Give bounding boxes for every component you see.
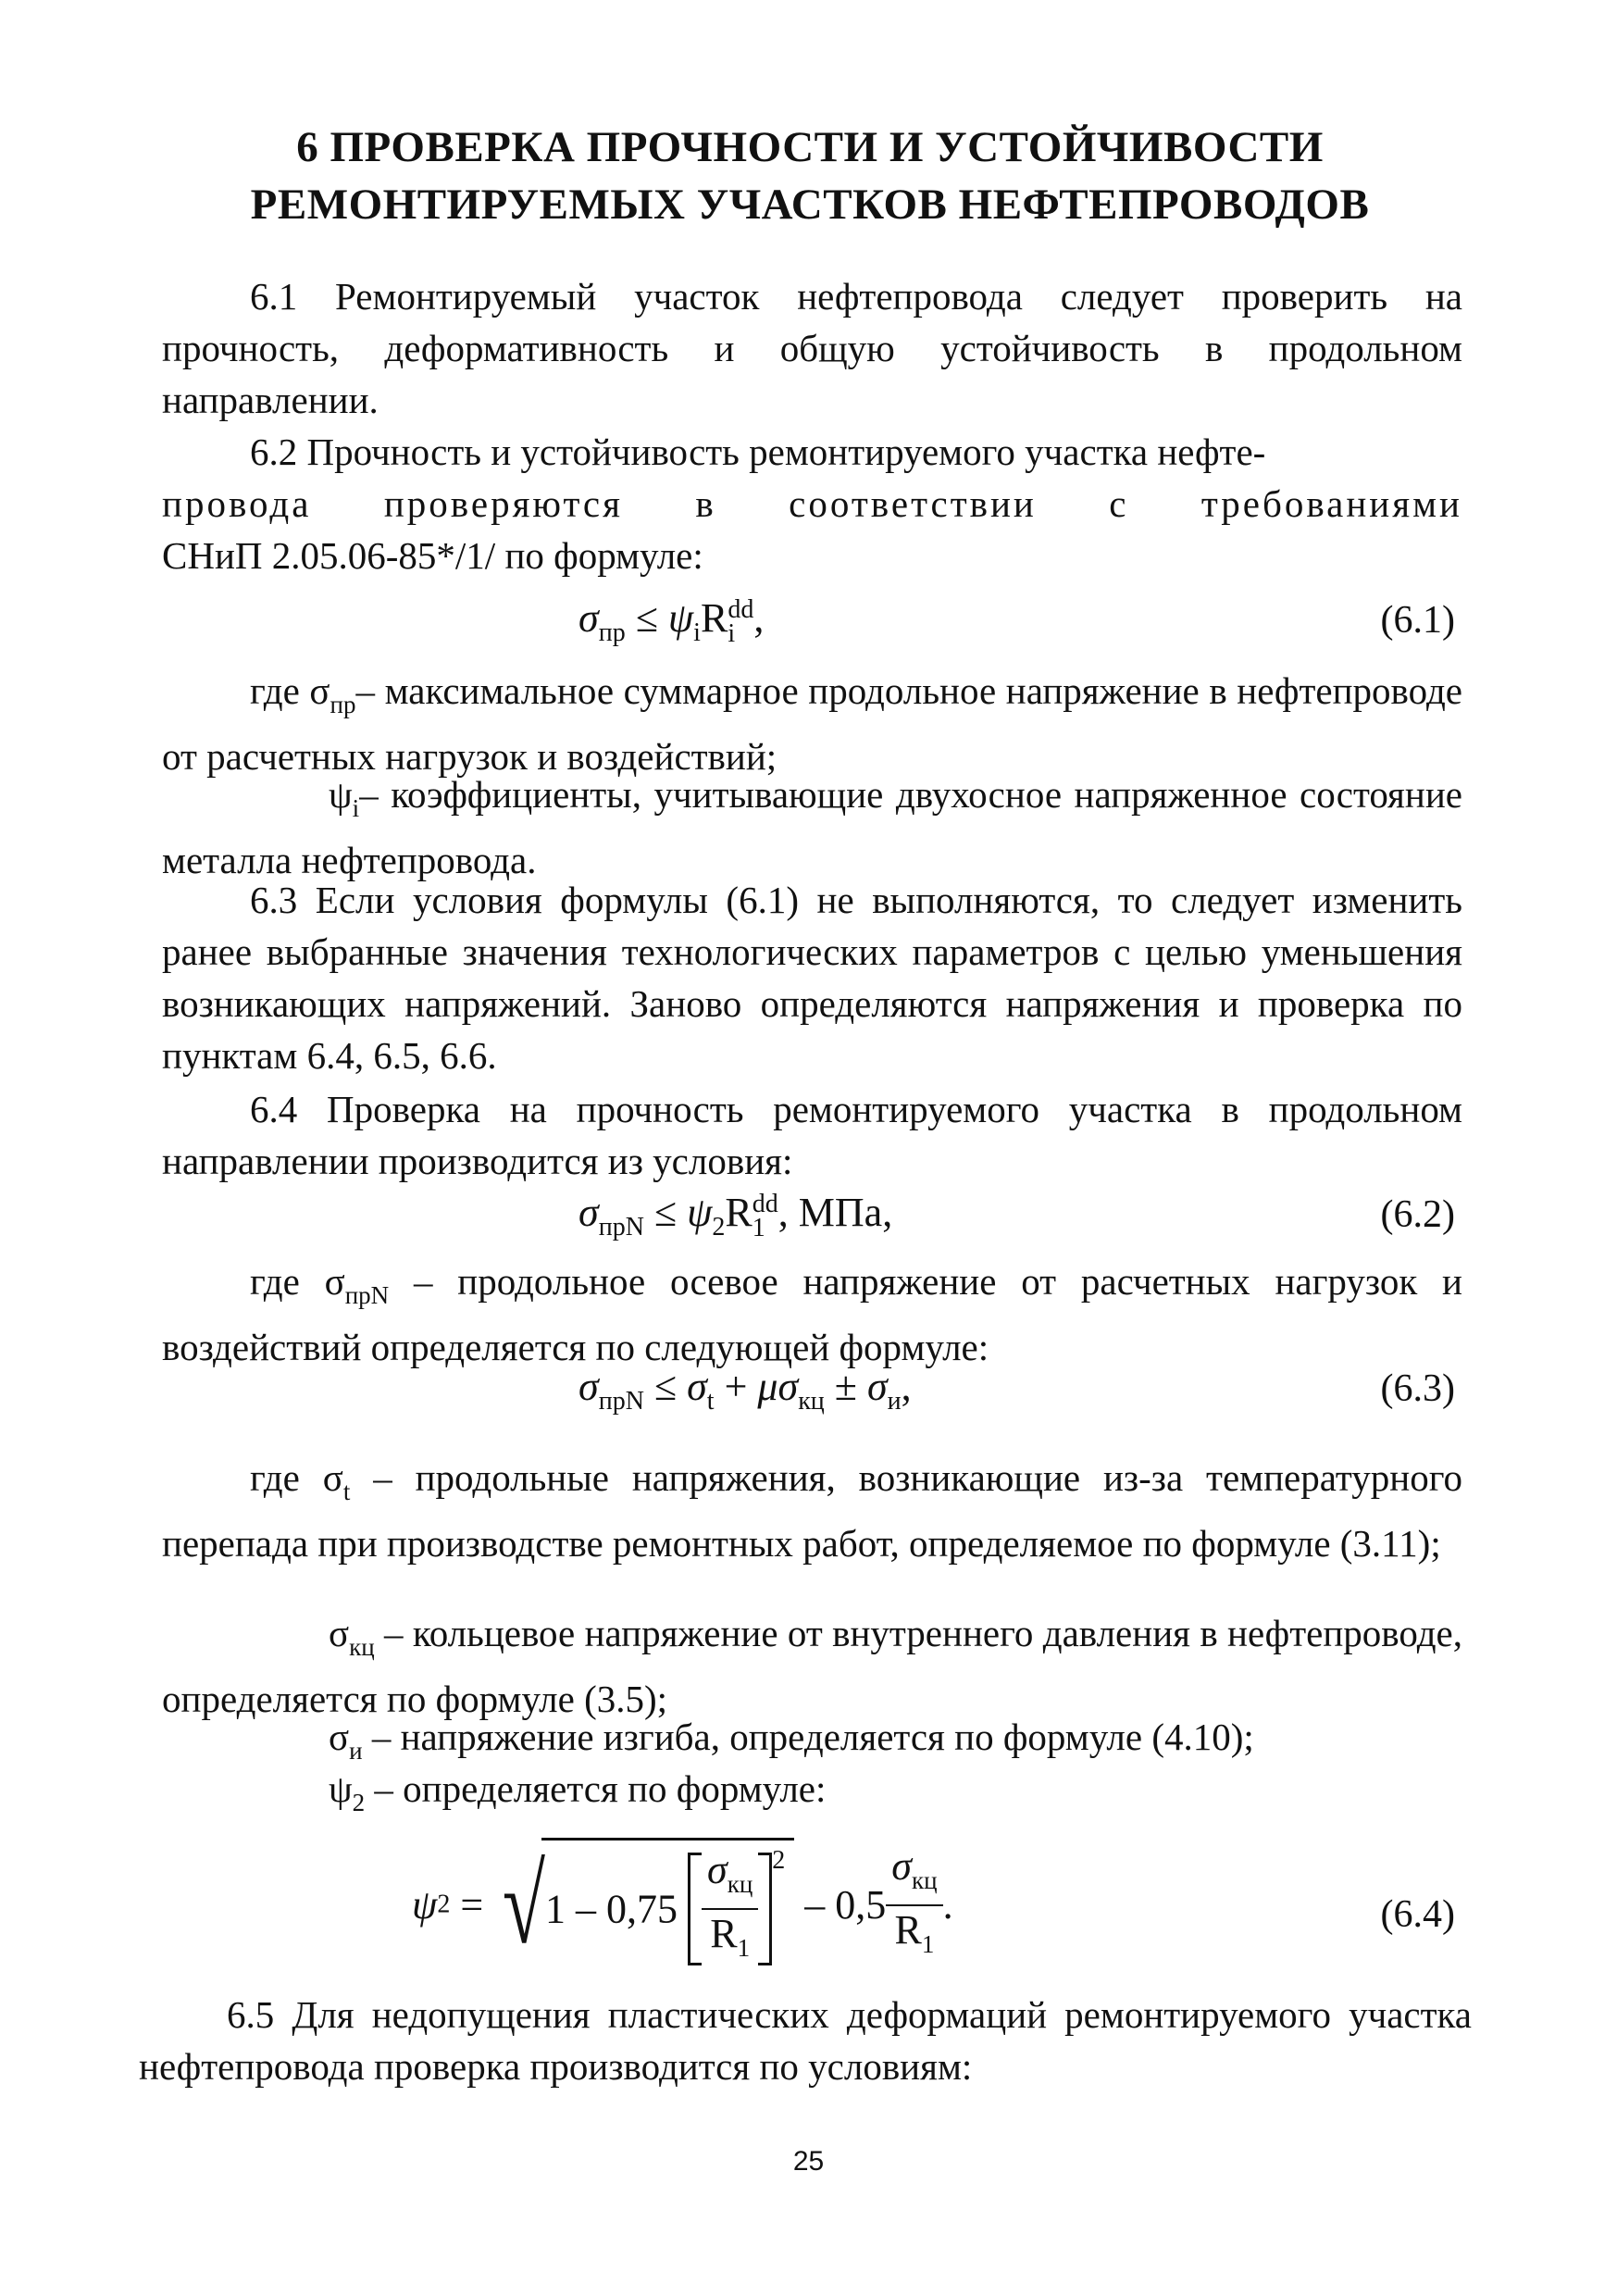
fraction-sigma-over-r-2: $\frac{\sigma_{кц}}{R_1}$ — [886, 1842, 942, 1968]
equation-number-6-2: (6.2) — [1380, 1193, 1455, 1236]
definition-sigma-kc: $\sigma_{кц}$ – кольцевое напряжение от внутреннего давления в нефтепроводе, определяется по формуле (3.5); — [162, 1612, 1462, 1720]
fraction-sigma-over-r: $\frac{\sigma_{кц}}{R_1}$ — [702, 1846, 758, 1972]
formula-6-3: $\sigma_{прN} \le \sigma_t + \mu\sigma_{кц} \pm \sigma_и$, — [578, 1364, 912, 1416]
definition-sigma-prN: где $\sigma_{прN}$ – продольное осевое напряжение от расчетных нагрузок и воздействий определяется по следующей формуле: — [162, 1260, 1462, 1368]
definition-psi-i: $\psi_i-$ коэффициенты, учитывающие двухосное напряженное состояние металла нефтепровода. — [162, 773, 1462, 881]
paragraph-6-4: 6.4 Проверка на прочность ремонтируемого участка в продольном направлении производится из условия: — [162, 1088, 1462, 1182]
equation-number-6-4: (6.4) — [1380, 1893, 1455, 1936]
equation-number-6-3: (6.3) — [1380, 1367, 1455, 1410]
formula-6-2: $\sigma_{прN} \le \psi_2R$ dd 1 , МПа, — [578, 1189, 893, 1242]
heading-line-2: РЕМОНТИРУЕМЫХ УЧАСТКОВ НЕФТЕПРОВОДОВ — [250, 181, 1370, 229]
paragraph-6-3: 6.3 Если условия формулы (6.1) не выполняются, то следует изменить ранее выбранные значения технологических параметров с целью уменьшения возникающих напряжений. Заново определяются напряжения и проверка по пунктам 6.4, 6.5, 6.6. — [162, 879, 1462, 1077]
paragraph-6-2-line-2: провода проверяются в соответствии с требованиями — [162, 482, 1462, 525]
definition-sigma-pr: где $\sigma_{пр}-$ максимальное суммарное продольное напряжение в нефтепроводе от расчетных нагрузок и воздействий; — [162, 669, 1463, 778]
section-heading — [148, 119, 1472, 233]
page-number: 25 — [792, 2146, 825, 2177]
square-root-sign: √ — [503, 1842, 546, 1966]
paragraph-6-1: 6.1 Ремонтируемый участок нефтепровода следует проверить на прочность, деформативность и общую устойчивость в продольном направлении. — [162, 275, 1462, 421]
formula-6-4: ψ2 = √1 – 0,75 $\frac{\sigma_{кц}}{R_1}$ $^2$ – 0,5 $\frac{\sigma_{кц}}{R_1}$ . — [412, 1838, 953, 1972]
definition-psi-2: $\psi_2$ – определяется по формуле: — [329, 1767, 827, 1816]
definition-sigma-i: $\sigma_и$ – напряжение изгиба, определяется по формуле (4.10); — [329, 1716, 1254, 1765]
heading-line-1: 6 ПРОВЕРКА ПРОЧНОСТИ И УСТОЙЧИВОСТИ — [296, 123, 1324, 171]
definition-sigma-t: где $\sigma_t$ – продольные напряжения, возникающие из-за температурного перепада при производстве ремонтных работ, определяемое по формуле (3.11); — [162, 1456, 1462, 1565]
paragraph-6-2-line-1: 6.2 Прочность и устойчивость ремонтируемого участка нефте- — [250, 430, 1266, 473]
paragraph-6-2 — [162, 426, 1462, 581]
formula-6-1: $\sigma_{пр} \le \psi_iR$ dd i , — [578, 594, 765, 648]
radicand: 1 – 0,75 $\frac{\sigma_{кц}}{R_1}$ $^2$ — [541, 1838, 794, 1972]
paragraph-6-2-line-3: СНиП 2.05.06-85*/1/ по формуле: — [162, 534, 703, 577]
paragraph-6-5: 6.5 Для недопущения пластических деформаций ремонтируемого участка нефтепровода проверка производится по условиям: — [139, 1993, 1472, 2088]
equation-number-6-1: (6.1) — [1380, 599, 1455, 642]
